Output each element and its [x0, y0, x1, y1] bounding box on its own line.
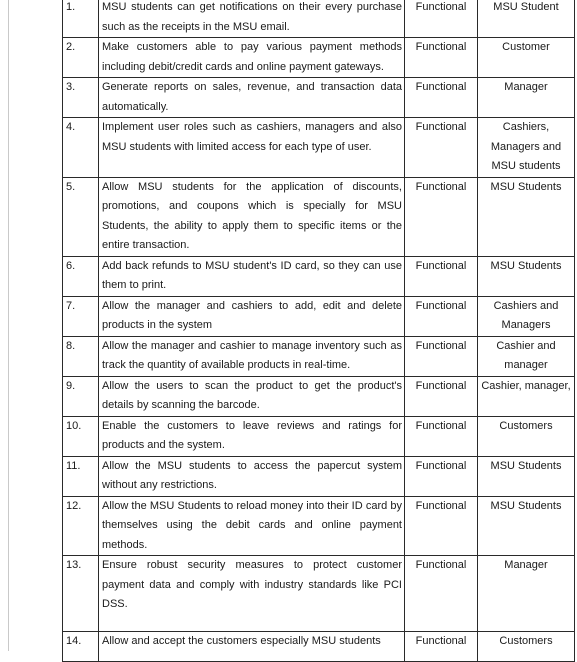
req-actor: Cashiers, Managers and MSU students [478, 118, 575, 178]
req-actor: MSU Students [478, 456, 575, 496]
req-number: 9. [63, 376, 99, 416]
table-row [63, 296, 575, 336]
req-number: 5. [63, 177, 99, 256]
req-description: Allow the users to scan the product to get the product's details by scanning the barcode. [99, 376, 405, 416]
req-type: Functional [405, 416, 478, 456]
req-number: 10. [63, 416, 99, 456]
req-type: Functional [405, 456, 478, 496]
table-row [63, 556, 575, 632]
req-actor: Cashier, manager, [478, 376, 575, 416]
table-row [63, 416, 575, 456]
req-type: Functional [405, 632, 478, 662]
req-actor: Manager [478, 78, 575, 118]
table-row [63, 496, 575, 556]
req-actor: MSU Students [478, 256, 575, 296]
req-actor: Cashier and manager [478, 336, 575, 376]
req-type: Functional [405, 376, 478, 416]
page-margin-line [8, 0, 9, 651]
req-number: 13. [63, 556, 99, 632]
req-type: Functional [405, 0, 478, 38]
req-description: Allow and accept the customers especially MSU students [99, 632, 405, 662]
req-number: 14. [63, 632, 99, 662]
req-description: MSU students can get notifications on their every purchase such as the receipts in the MSU email. [99, 0, 405, 38]
req-description: Add back refunds to MSU student's ID card, so they can use them to print. [99, 256, 405, 296]
req-number: 12. [63, 496, 99, 556]
req-type: Functional [405, 336, 478, 376]
table-row [63, 38, 575, 78]
req-actor: Customers [478, 416, 575, 456]
req-description: Allow the MSU Students to reload money into their ID card by themselves using the debit cards and online payment methods. [99, 496, 405, 556]
req-description: Generate reports on sales, revenue, and transaction data automatically. [99, 78, 405, 118]
req-description: Allow the manager and cashier to manage inventory such as track the quantity of available products in real-time. [99, 336, 405, 376]
req-number: 8. [63, 336, 99, 376]
req-type: Functional [405, 38, 478, 78]
req-number: 7. [63, 296, 99, 336]
req-actor: Manager [478, 556, 575, 632]
req-actor: MSU Student [478, 0, 575, 38]
req-number: 4. [63, 118, 99, 178]
req-number: 3. [63, 78, 99, 118]
table-row [63, 456, 575, 496]
req-description: Implement user roles such as cashiers, managers and also MSU students with limited access for each type of user. [99, 118, 405, 178]
table-row [63, 177, 575, 256]
req-type: Functional [405, 496, 478, 556]
req-number: 2. [63, 38, 99, 78]
req-description: Ensure robust security measures to protect customer payment data and comply with industry standards like PCI DSS. [99, 556, 405, 632]
table-row [63, 78, 575, 118]
req-actor: Cashiers and Managers [478, 296, 575, 336]
req-number: 11. [63, 456, 99, 496]
req-type: Functional [405, 78, 478, 118]
req-actor: MSU Students [478, 496, 575, 556]
table-row [63, 336, 575, 376]
req-number: 1. [63, 0, 99, 38]
req-actor: Customer [478, 38, 575, 78]
req-description: Allow the manager and cashiers to add, edit and delete products in the system [99, 296, 405, 336]
requirements-table [62, 0, 575, 662]
req-actor: Customers [478, 632, 575, 662]
req-actor: MSU Students [478, 177, 575, 256]
req-type: Functional [405, 296, 478, 336]
table-row [63, 0, 575, 38]
req-description: Allow the MSU students to access the papercut system without any restrictions. [99, 456, 405, 496]
req-description: Allow MSU students for the application of discounts, promotions, and coupons which is specially for MSU Students, the ability to apply them to specific items or the entire transaction. [99, 177, 405, 256]
table-row [63, 632, 575, 662]
table-row [63, 118, 575, 178]
req-type: Functional [405, 256, 478, 296]
req-number: 6. [63, 256, 99, 296]
req-description: Make customers able to pay various payment methods including debit/credit cards and online payment gateways. [99, 38, 405, 78]
req-description: Enable the customers to leave reviews and ratings for products and the system. [99, 416, 405, 456]
req-type: Functional [405, 118, 478, 178]
req-type: Functional [405, 556, 478, 632]
req-type: Functional [405, 177, 478, 256]
table-row [63, 256, 575, 296]
table-row [63, 376, 575, 416]
